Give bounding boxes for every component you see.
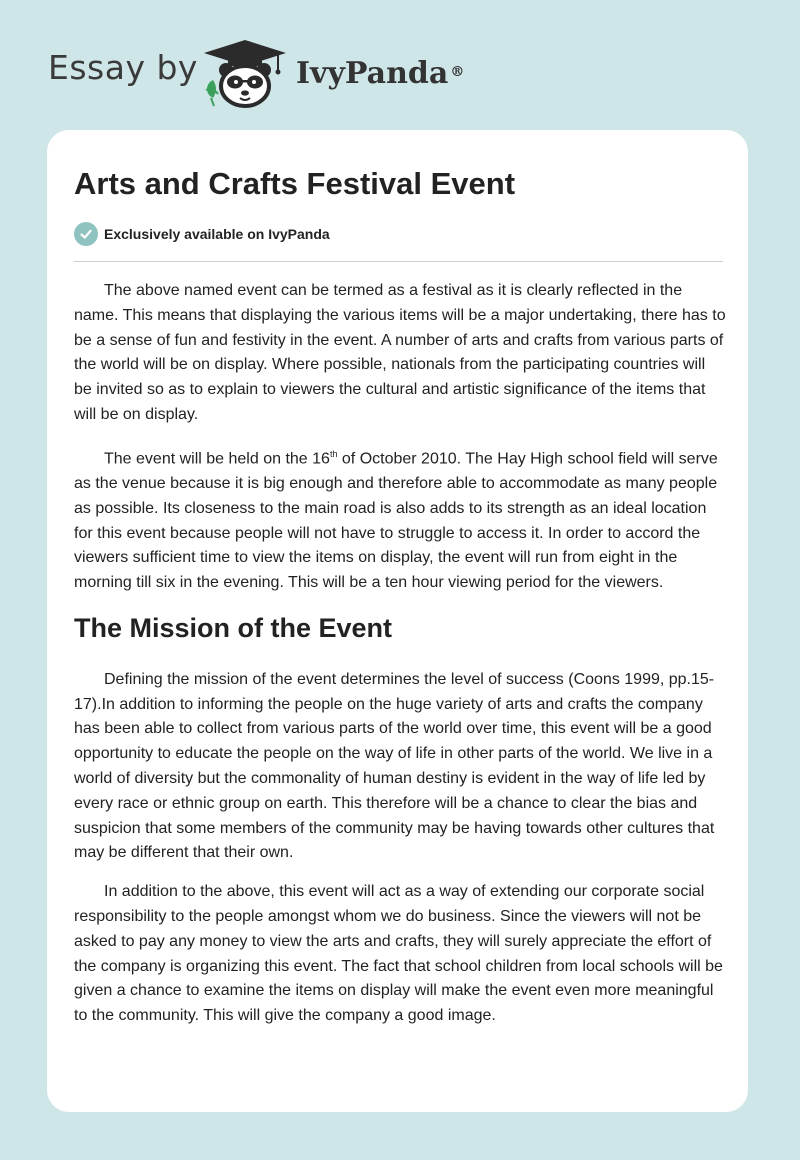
exclusive-badge	[74, 222, 330, 246]
section-heading-mission: The Mission of the Event	[74, 612, 393, 643]
ivypanda-logo-icon[interactable]	[200, 36, 290, 108]
paragraph-2	[74, 442, 726, 596]
essay-by-label: Essay by	[48, 48, 198, 87]
paragraph-4: In addition to the above, this event will act as a way of extending our corporate social responsibility to the people amongst whom we do business. Since the viewers will not be asked to pay any money to view the arts and crafts, they will surely appreciate the effort of the company is organizing this event. The fact that school children from local schools will be given a chance to examine the items on display will make the event even more meaningful to the community. This will give the company a good image.	[74, 883, 723, 1025]
essay-card	[47, 130, 748, 1112]
paragraph-2-start: The event will be held on the 16	[104, 450, 330, 468]
paragraph-1: The above named event can be termed as a festival as it is clearly reflected in the name. This means that displaying the various items will be a major undertaking, there has to be a sense of fun and festivity in the event. A number of arts and crafts from various parts of the world will be on display. Where possible, nationals from the participating countries will be invited so as to explain to viewers the cultural and artistic significance of the items that will be on display.	[74, 282, 726, 423]
page-title: Arts and Crafts Festival Event	[74, 166, 516, 201]
paragraph-2-rest: of October 2010. The Hay High school field will serve as the venue because it is big enough and therefore able to accommodate as many people as possible. Its closeness to the main road is also adds to its strength as an ideal location for this event because people will not have to struggle to access it. In order to accord the viewers sufficient time to view the items on display, the event will run from eight in the morning till six in the evening. This will be a ten hour viewing period for the viewers.	[74, 450, 718, 592]
brand-text: IvyPanda	[296, 56, 449, 91]
ordinal-suffix: th	[329, 448, 338, 459]
registered-mark: ®	[450, 64, 465, 80]
check-circle-icon	[74, 222, 98, 246]
essay-body	[74, 279, 726, 1043]
divider	[74, 261, 723, 262]
brand-name[interactable]	[296, 54, 464, 94]
exclusive-text: Exclusively available on IvyPanda	[104, 226, 330, 242]
site-header	[0, 0, 800, 130]
paragraph-3: Defining the mission of the event determines the level of success (Coons 1999, pp.15-17).In addition to informing the people on the huge variety of arts and crafts the company has been able to collect from various parts of the world over time, this event will be a good opportunity to educate the people on the way of life in other parts of the world. We live in a world of diversity but the commonality of human destiny is evident in the way of life led by every race or ethnic group on earth. This therefore will be a chance to clear the bias and suspicion that some members of the community may be having towards other cultures that may be different that their own.	[74, 670, 715, 862]
